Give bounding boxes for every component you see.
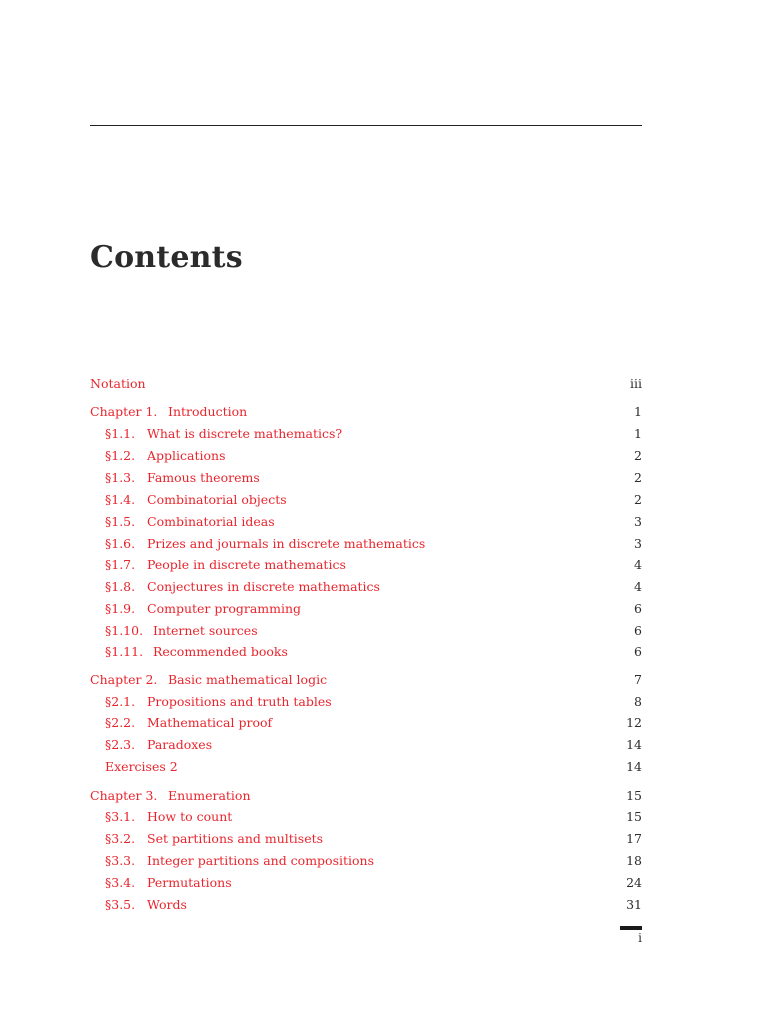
- toc-link-section[interactable]: §1.6. Prizes and journals in discrete mathematics: [105, 536, 426, 551]
- toc-page-number: 15: [626, 788, 642, 803]
- toc-section-1-8[interactable]: [90, 578, 642, 596]
- toc-page-number: 12: [626, 715, 642, 730]
- toc-link-section[interactable]: §1.9. Computer programming: [105, 601, 302, 616]
- toc-link-section[interactable]: §2.3. Paradoxes: [105, 737, 213, 752]
- toc-page-number: 24: [626, 875, 642, 890]
- toc-section-3-1[interactable]: [90, 808, 642, 826]
- toc-entry-notation[interactable]: [90, 375, 642, 393]
- toc-page-number: 6: [634, 601, 642, 616]
- toc-link-section[interactable]: §3.3. Integer partitions and compositions: [105, 853, 375, 868]
- toc-section-2-3[interactable]: [90, 736, 642, 754]
- toc-link-section[interactable]: §1.10. Internet sources: [105, 623, 258, 638]
- toc-link-section[interactable]: §3.4. Permutations: [105, 875, 232, 890]
- toc-section-1-9[interactable]: [90, 600, 642, 618]
- toc-link-section[interactable]: §1.5. Combinatorial ideas: [105, 514, 275, 529]
- toc-page-number: 17: [626, 831, 642, 846]
- toc-page-number: 15: [626, 809, 642, 824]
- toc-link-section[interactable]: §1.2. Applications: [105, 448, 226, 463]
- toc-link-chapter-1[interactable]: Chapter 1. Introduction: [90, 404, 248, 419]
- toc-section-1-10[interactable]: [90, 622, 642, 640]
- toc-page-number: 3: [634, 514, 642, 529]
- toc-page-number: 7: [634, 672, 642, 687]
- toc-chapter-1[interactable]: [90, 403, 642, 421]
- toc-link-chapter-3[interactable]: Chapter 3. Enumeration: [90, 788, 251, 803]
- toc-section-1-1[interactable]: [90, 425, 642, 443]
- toc-link-section[interactable]: §2.2. Mathematical proof: [105, 715, 273, 730]
- toc-page-number: 4: [634, 557, 642, 572]
- toc-section-3-4[interactable]: [90, 874, 642, 892]
- toc-section-1-4[interactable]: [90, 491, 642, 509]
- toc-page-number: 18: [626, 853, 642, 868]
- toc-page-number: 1: [634, 426, 642, 441]
- toc-section-2-1[interactable]: [90, 693, 642, 711]
- toc-page-number: 2: [634, 448, 642, 463]
- toc-section-1-11[interactable]: [90, 643, 642, 661]
- toc-page-number: 14: [626, 759, 642, 774]
- toc-link-section[interactable]: §1.7. People in discrete mathematics: [105, 557, 346, 572]
- toc-link-section[interactable]: §3.5. Words: [105, 897, 187, 912]
- toc-chapter-2[interactable]: [90, 671, 642, 689]
- toc-page-number: 14: [626, 737, 642, 752]
- page-title: Contents: [90, 240, 243, 275]
- toc-link-section[interactable]: §3.1. How to count: [105, 809, 233, 824]
- toc-link-section[interactable]: §2.1. Propositions and truth tables: [105, 694, 332, 709]
- toc-section-1-7[interactable]: [90, 556, 642, 574]
- toc-link-section[interactable]: §1.8. Conjectures in discrete mathematics: [105, 579, 380, 594]
- toc-link-exercises-2[interactable]: Exercises 2: [105, 759, 178, 774]
- toc-section-3-2[interactable]: [90, 830, 642, 848]
- toc-link-section[interactable]: §3.2. Set partitions and multisets: [105, 831, 324, 846]
- toc-page-number: 2: [634, 492, 642, 507]
- toc-section-1-6[interactable]: [90, 535, 642, 553]
- toc-page-number: 6: [634, 623, 642, 638]
- toc-page-number: 31: [626, 897, 642, 912]
- toc-page-number: 8: [634, 694, 642, 709]
- toc-chapter-3[interactable]: [90, 787, 642, 805]
- toc-link-section[interactable]: §1.3. Famous theorems: [105, 470, 260, 485]
- toc-page-number: iii: [630, 376, 642, 391]
- toc-page-number: 4: [634, 579, 642, 594]
- toc-link-chapter-2[interactable]: Chapter 2. Basic mathematical logic: [90, 672, 328, 687]
- page-number: i: [638, 931, 642, 945]
- header-rule: [90, 125, 642, 126]
- footer-rule-mark: [620, 926, 642, 930]
- toc-page-number: 3: [634, 536, 642, 551]
- toc-section-1-5[interactable]: [90, 513, 642, 531]
- toc-page-number: 6: [634, 644, 642, 659]
- toc-page-number: 1: [634, 404, 642, 419]
- toc-exercises-2[interactable]: [90, 758, 642, 776]
- toc-section-3-3[interactable]: [90, 852, 642, 870]
- toc-section-2-2[interactable]: [90, 714, 642, 732]
- toc-section-3-5[interactable]: [90, 896, 642, 914]
- toc-page-number: 2: [634, 470, 642, 485]
- toc-link-notation[interactable]: Notation: [90, 376, 146, 391]
- toc-link-section[interactable]: §1.1. What is discrete mathematics?: [105, 426, 343, 441]
- toc-section-1-3[interactable]: [90, 469, 642, 487]
- toc-section-1-2[interactable]: [90, 447, 642, 465]
- toc-link-section[interactable]: §1.11. Recommended books: [105, 644, 288, 659]
- toc-link-section[interactable]: §1.4. Combinatorial objects: [105, 492, 287, 507]
